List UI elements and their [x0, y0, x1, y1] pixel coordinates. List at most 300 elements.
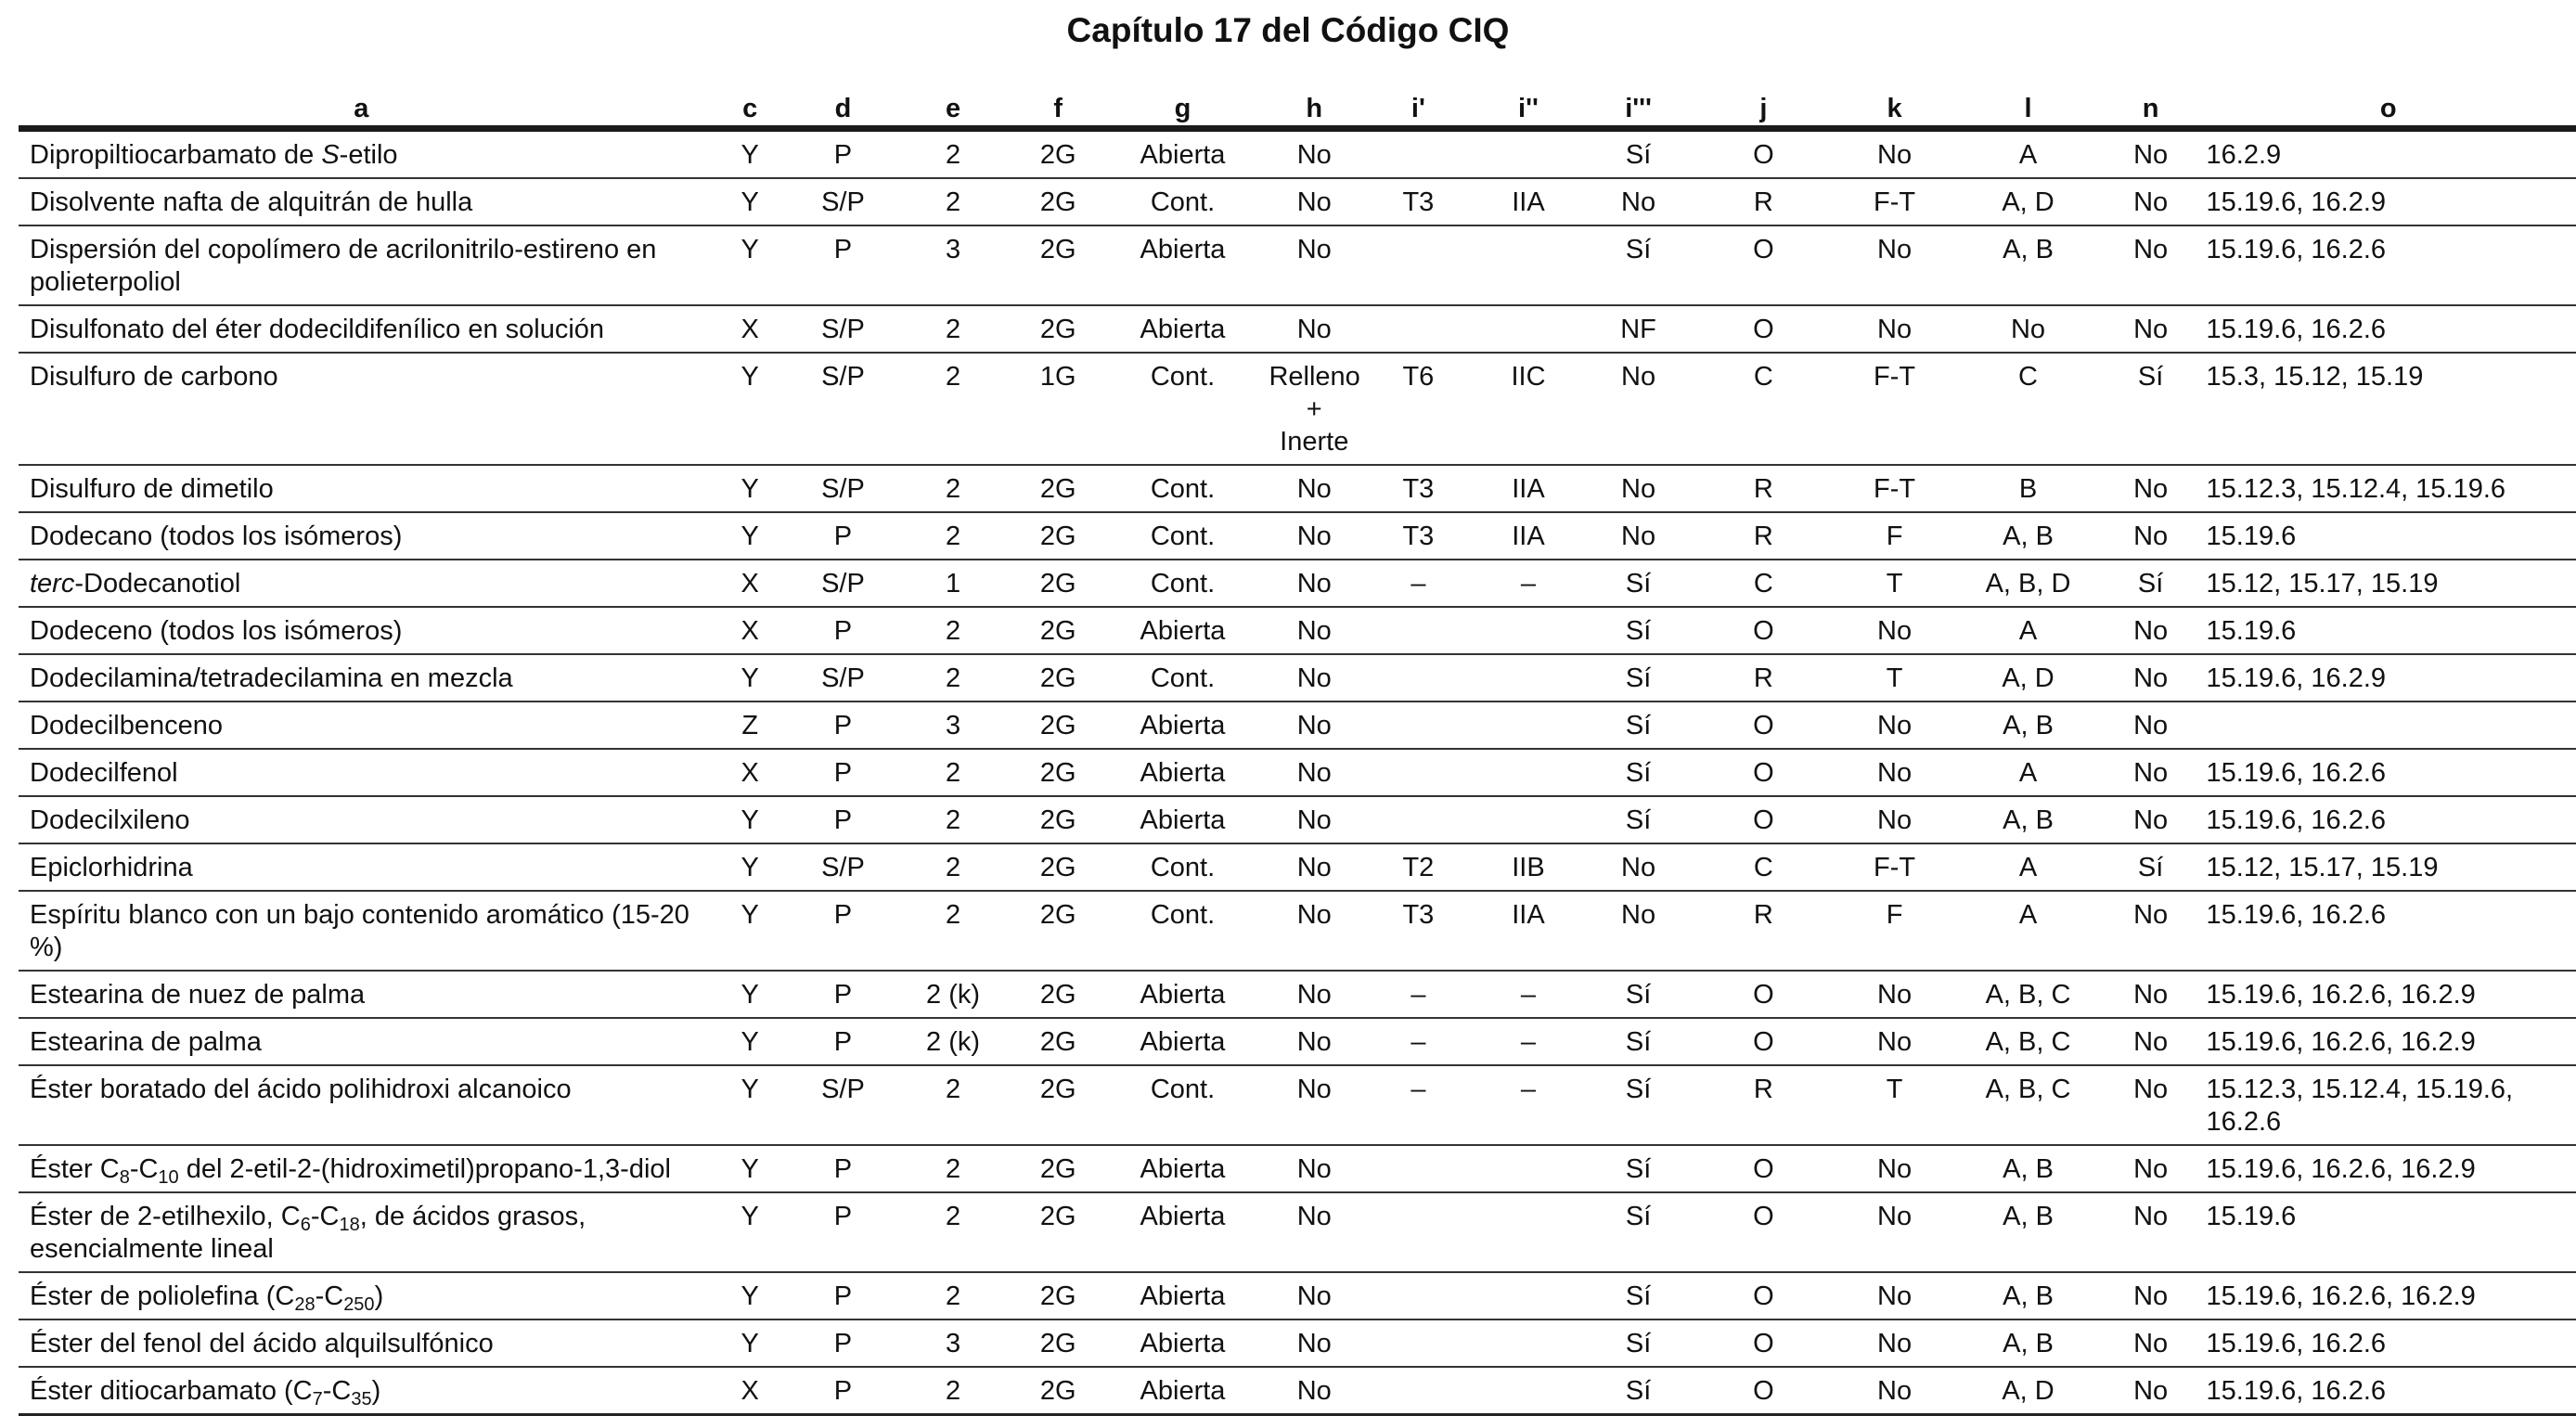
cell-o: 15.12.3, 15.12.4, 15.19.6	[2201, 465, 2576, 512]
cell-c: X	[704, 1367, 796, 1415]
cell-l: A, B	[1955, 1192, 2100, 1272]
cell-f: 2G	[1016, 1319, 1101, 1367]
cell-e: 2 (k)	[890, 1018, 1016, 1065]
cell-c: X	[704, 749, 796, 796]
column-header-i3: i'''	[1583, 88, 1694, 129]
cell-i1	[1363, 305, 1474, 353]
cell-f: 2G	[1016, 465, 1101, 512]
cell-j: O	[1694, 971, 1834, 1018]
cell-g: Cont.	[1101, 465, 1266, 512]
cell-j: R	[1694, 654, 1834, 702]
cell-f: 2G	[1016, 749, 1101, 796]
column-header-f: f	[1016, 88, 1101, 129]
table-row	[19, 225, 2576, 305]
cell-f: 2G	[1016, 1018, 1101, 1065]
table-row	[19, 1065, 2576, 1145]
cell-d: S/P	[796, 560, 890, 607]
cell-a: Estearina de palma	[19, 1018, 704, 1065]
cell-i1: T3	[1363, 891, 1474, 971]
cell-h: No	[1265, 305, 1363, 353]
cell-i3: Sí	[1583, 749, 1694, 796]
cell-g: Cont.	[1101, 512, 1266, 560]
cell-i3: Sí	[1583, 971, 1694, 1018]
cell-n: No	[2101, 1319, 2201, 1367]
cell-i2	[1474, 796, 1584, 843]
cell-e: 2	[890, 178, 1016, 225]
cell-l: B	[1955, 465, 2100, 512]
cell-g: Abierta	[1101, 1319, 1266, 1367]
cell-o: 15.19.6	[2201, 607, 2576, 654]
cell-n: No	[2101, 796, 2201, 843]
cell-g: Cont.	[1101, 560, 1266, 607]
cell-k: No	[1834, 129, 1956, 179]
cell-j: R	[1694, 465, 1834, 512]
cell-o	[2201, 702, 2576, 749]
cell-i2	[1474, 1192, 1584, 1272]
cell-a: Dispersión del copolímero de acrilonitrilo-estireno en polieterpoliol	[19, 225, 704, 305]
cell-n: No	[2101, 178, 2201, 225]
cell-e: 2	[890, 749, 1016, 796]
cell-i3: Sí	[1583, 1367, 1694, 1415]
cell-l: A, B	[1955, 225, 2100, 305]
column-header-i2: i''	[1474, 88, 1584, 129]
cell-i2	[1474, 1145, 1584, 1192]
cell-d: P	[796, 971, 890, 1018]
cell-k: F-T	[1834, 178, 1956, 225]
cell-c: Y	[704, 1319, 796, 1367]
cell-i1: T3	[1363, 512, 1474, 560]
cell-i2: IIA	[1474, 465, 1584, 512]
cell-j: O	[1694, 607, 1834, 654]
cell-e: 2	[890, 796, 1016, 843]
cell-g: Abierta	[1101, 225, 1266, 305]
cell-i3: No	[1583, 512, 1694, 560]
cell-f: 2G	[1016, 891, 1101, 971]
cell-l: A, B, C	[1955, 1018, 2100, 1065]
column-header-h: h	[1265, 88, 1363, 129]
cell-i2: IIA	[1474, 891, 1584, 971]
table-row	[19, 796, 2576, 843]
cell-e: 2	[890, 654, 1016, 702]
cell-f: 2G	[1016, 512, 1101, 560]
cell-k: F	[1834, 891, 1956, 971]
cell-a: Dodecilxileno	[19, 796, 704, 843]
cell-k: No	[1834, 1272, 1956, 1319]
cell-k: T	[1834, 1065, 1956, 1145]
cell-i3: Sí	[1583, 1192, 1694, 1272]
cell-a: Éster boratado del ácido polihidroxi alcanoico	[19, 1065, 704, 1145]
cell-n: No	[2101, 1367, 2201, 1415]
cell-j: R	[1694, 512, 1834, 560]
cell-l: No	[1955, 305, 2100, 353]
cell-h: No	[1265, 971, 1363, 1018]
cell-c: X	[704, 305, 796, 353]
cell-h: No	[1265, 1192, 1363, 1272]
cargo-table-container	[19, 88, 2576, 1416]
cell-j: O	[1694, 796, 1834, 843]
cell-k: No	[1834, 1367, 1956, 1415]
cell-j: R	[1694, 178, 1834, 225]
cell-f: 2G	[1016, 178, 1101, 225]
cell-n: No	[2101, 654, 2201, 702]
cell-i3: No	[1583, 891, 1694, 971]
cell-i2	[1474, 702, 1584, 749]
cell-g: Abierta	[1101, 129, 1266, 179]
cell-h: No	[1265, 1018, 1363, 1065]
cell-d: S/P	[796, 353, 890, 465]
table-body	[19, 129, 2576, 1415]
cell-j: O	[1694, 1367, 1834, 1415]
cell-c: Y	[704, 178, 796, 225]
cell-n: No	[2101, 1065, 2201, 1145]
cell-f: 2G	[1016, 305, 1101, 353]
cell-d: P	[796, 225, 890, 305]
cell-f: 2G	[1016, 1272, 1101, 1319]
cell-i3: Sí	[1583, 1018, 1694, 1065]
cell-n: Sí	[2101, 843, 2201, 891]
cell-e: 2	[890, 129, 1016, 179]
cell-o: 15.19.6, 16.2.6, 16.2.9	[2201, 1272, 2576, 1319]
cell-n: No	[2101, 749, 2201, 796]
cell-d: P	[796, 749, 890, 796]
cell-f: 2G	[1016, 1145, 1101, 1192]
table-row	[19, 843, 2576, 891]
cell-i1	[1363, 1192, 1474, 1272]
cell-i2	[1474, 305, 1584, 353]
cell-i3: Sí	[1583, 1319, 1694, 1367]
cell-h: No	[1265, 1319, 1363, 1367]
cell-j: O	[1694, 1319, 1834, 1367]
cell-g: Cont.	[1101, 353, 1266, 465]
table-row	[19, 891, 2576, 971]
cell-a: Estearina de nuez de palma	[19, 971, 704, 1018]
cell-o: 15.19.6, 16.2.6	[2201, 1367, 2576, 1415]
cell-j: O	[1694, 1145, 1834, 1192]
cell-o: 15.19.6	[2201, 1192, 2576, 1272]
cell-i1	[1363, 129, 1474, 179]
cell-k: No	[1834, 796, 1956, 843]
cell-i2: –	[1474, 1018, 1584, 1065]
cell-h: No	[1265, 1145, 1363, 1192]
cell-f: 2G	[1016, 560, 1101, 607]
cell-i3: Sí	[1583, 1272, 1694, 1319]
cell-i1: T6	[1363, 353, 1474, 465]
cell-n: No	[2101, 305, 2201, 353]
cell-k: F-T	[1834, 843, 1956, 891]
cell-a: Dodecano (todos los isómeros)	[19, 512, 704, 560]
cell-h: No	[1265, 512, 1363, 560]
cell-i1	[1363, 654, 1474, 702]
column-header-e: e	[890, 88, 1016, 129]
table-row	[19, 654, 2576, 702]
cell-l: A, B	[1955, 1145, 2100, 1192]
cell-d: S/P	[796, 843, 890, 891]
cell-k: No	[1834, 702, 1956, 749]
table-row	[19, 1272, 2576, 1319]
page-title: Capítulo 17 del Código CIQ	[1066, 11, 1510, 49]
cell-i1: –	[1363, 560, 1474, 607]
cell-i2	[1474, 1367, 1584, 1415]
cell-h: No	[1265, 1367, 1363, 1415]
cell-i2	[1474, 1319, 1584, 1367]
cell-i1	[1363, 702, 1474, 749]
cell-i2	[1474, 225, 1584, 305]
cell-o: 15.19.6, 16.2.9	[2201, 654, 2576, 702]
cell-h: No	[1265, 654, 1363, 702]
column-header-i1: i'	[1363, 88, 1474, 129]
cell-n: No	[2101, 1145, 2201, 1192]
cell-a: Dodecilbenceno	[19, 702, 704, 749]
cell-a: Éster ditiocarbamato $(C_7-C_{35})$	[19, 1367, 704, 1415]
cell-h: No	[1265, 225, 1363, 305]
cell-i3: Sí	[1583, 607, 1694, 654]
cell-e: 2	[890, 891, 1016, 971]
cell-c: Y	[704, 796, 796, 843]
table-row	[19, 512, 2576, 560]
cell-n: No	[2101, 607, 2201, 654]
cell-o: 15.12, 15.17, 15.19	[2201, 843, 2576, 891]
cell-n: No	[2101, 225, 2201, 305]
cell-e: 2	[890, 1065, 1016, 1145]
cell-h: No	[1265, 1065, 1363, 1145]
cell-k: T	[1834, 560, 1956, 607]
cell-f: 2G	[1016, 843, 1101, 891]
cell-i2	[1474, 654, 1584, 702]
table-row	[19, 353, 2576, 465]
cell-f: 2G	[1016, 971, 1101, 1018]
cell-o: 15.19.6	[2201, 512, 2576, 560]
cell-a: Éster $C_8-C_{10}$ del 2-etil-2-(hidroximetil)propano-1,3-diol	[19, 1145, 704, 1192]
cell-k: No	[1834, 225, 1956, 305]
cell-j: O	[1694, 749, 1834, 796]
cell-o: 15.19.6, 16.2.6	[2201, 749, 2576, 796]
cell-a: Dodecilamina/tetradecilamina en mezcla	[19, 654, 704, 702]
cell-h: No	[1265, 465, 1363, 512]
cell-k: No	[1834, 1319, 1956, 1367]
cell-g: Abierta	[1101, 971, 1266, 1018]
cell-a: Disolvente nafta de alquitrán de hulla	[19, 178, 704, 225]
cell-f: 2G	[1016, 796, 1101, 843]
cell-c: Y	[704, 1018, 796, 1065]
cell-c: Y	[704, 1145, 796, 1192]
cell-e: 2	[890, 353, 1016, 465]
cell-h: No	[1265, 796, 1363, 843]
cell-a: Disulfuro de dimetilo	[19, 465, 704, 512]
cell-j: O	[1694, 225, 1834, 305]
cell-l: A, B, C	[1955, 1065, 2100, 1145]
cell-c: Y	[704, 891, 796, 971]
cell-n: No	[2101, 1272, 2201, 1319]
cell-i1	[1363, 796, 1474, 843]
cell-i1	[1363, 749, 1474, 796]
cell-f: 2G	[1016, 654, 1101, 702]
cell-f: 2G	[1016, 1065, 1101, 1145]
cell-l: A, B	[1955, 1272, 2100, 1319]
table-row	[19, 1018, 2576, 1065]
cell-e: 2 (k)	[890, 971, 1016, 1018]
cell-i3: Sí	[1583, 1065, 1694, 1145]
cell-i1: –	[1363, 1018, 1474, 1065]
cell-c: Z	[704, 702, 796, 749]
cell-n: No	[2101, 891, 2201, 971]
cell-h: No	[1265, 891, 1363, 971]
cell-a: Dodecilfenol	[19, 749, 704, 796]
cell-i1	[1363, 607, 1474, 654]
cell-d: P	[796, 1192, 890, 1272]
cell-d: P	[796, 891, 890, 971]
cell-j: R	[1694, 1065, 1834, 1145]
cell-g: Cont.	[1101, 891, 1266, 971]
cell-n: No	[2101, 702, 2201, 749]
cell-k: No	[1834, 607, 1956, 654]
cell-f: 2G	[1016, 607, 1101, 654]
cell-j: O	[1694, 1018, 1834, 1065]
cell-c: Y	[704, 353, 796, 465]
cell-c: X	[704, 560, 796, 607]
cell-i3: Sí	[1583, 654, 1694, 702]
cargo-table	[19, 88, 2576, 1416]
table-row	[19, 1192, 2576, 1272]
cell-a: Espíritu blanco con un bajo contenido aromático (15-20 %)	[19, 891, 704, 971]
cell-h: No	[1265, 702, 1363, 749]
cell-l: A, D	[1955, 654, 2100, 702]
cell-k: No	[1834, 749, 1956, 796]
cell-a: Éster de poliolefina $(C_{28}-C_{250})$	[19, 1272, 704, 1319]
cell-o: 15.19.6, 16.2.6	[2201, 796, 2576, 843]
cell-d: P	[796, 129, 890, 179]
cell-o: 15.19.6, 16.2.6	[2201, 305, 2576, 353]
cell-l: A, D	[1955, 178, 2100, 225]
cell-h: No	[1265, 749, 1363, 796]
cell-i3: No	[1583, 465, 1694, 512]
cell-j: C	[1694, 353, 1834, 465]
cell-j: O	[1694, 702, 1834, 749]
cell-f: 2G	[1016, 702, 1101, 749]
cell-g: Abierta	[1101, 305, 1266, 353]
cell-i3: No	[1583, 178, 1694, 225]
cell-h: No	[1265, 178, 1363, 225]
cell-f: 2G	[1016, 129, 1101, 179]
cell-c: Y	[704, 225, 796, 305]
column-header-d: d	[796, 88, 890, 129]
cell-d: P	[796, 1145, 890, 1192]
cell-g: Cont.	[1101, 178, 1266, 225]
cell-i3: Sí	[1583, 129, 1694, 179]
cell-k: No	[1834, 1192, 1956, 1272]
cell-g: Abierta	[1101, 1367, 1266, 1415]
cell-o: 15.19.6, 16.2.6, 16.2.9	[2201, 971, 2576, 1018]
cell-i3: NF	[1583, 305, 1694, 353]
cell-l: A	[1955, 843, 2100, 891]
cell-f: 2G	[1016, 225, 1101, 305]
cell-o: 15.19.6, 16.2.6	[2201, 891, 2576, 971]
cell-i1	[1363, 1272, 1474, 1319]
cell-n: No	[2101, 971, 2201, 1018]
column-header-a: a	[19, 88, 704, 129]
cell-a: Dodeceno (todos los isómeros)	[19, 607, 704, 654]
cell-j: C	[1694, 843, 1834, 891]
cell-i2	[1474, 129, 1584, 179]
cell-l: A, B	[1955, 512, 2100, 560]
table-row	[19, 702, 2576, 749]
cell-e: 2	[890, 843, 1016, 891]
cell-i1	[1363, 1319, 1474, 1367]
table-row	[19, 305, 2576, 353]
cell-k: F-T	[1834, 353, 1956, 465]
cell-c: Y	[704, 654, 796, 702]
cell-g: Abierta	[1101, 1145, 1266, 1192]
cell-e: 2	[890, 1192, 1016, 1272]
cell-l: A, B	[1955, 796, 2100, 843]
cell-c: Y	[704, 1272, 796, 1319]
cell-a: Dipropiltiocarbamato de S-etilo	[19, 129, 704, 179]
cell-i1	[1363, 1145, 1474, 1192]
cell-c: Y	[704, 1065, 796, 1145]
cell-o: 15.3, 15.12, 15.19	[2201, 353, 2576, 465]
cell-h: No	[1265, 1272, 1363, 1319]
cell-d: P	[796, 1367, 890, 1415]
cell-k: F	[1834, 512, 1956, 560]
cell-k: No	[1834, 1018, 1956, 1065]
cell-i3: Sí	[1583, 225, 1694, 305]
cell-i2	[1474, 607, 1584, 654]
cell-n: Sí	[2101, 353, 2201, 465]
cell-a: terc-Dodecanotiol	[19, 560, 704, 607]
cell-i2	[1474, 1272, 1584, 1319]
column-header-k: k	[1834, 88, 1956, 129]
cell-i2: –	[1474, 971, 1584, 1018]
cell-h: No	[1265, 129, 1363, 179]
cell-a: Éster del fenol del ácido alquilsulfónico	[19, 1319, 704, 1367]
cell-g: Abierta	[1101, 1192, 1266, 1272]
cell-e: 1	[890, 560, 1016, 607]
cell-i2: IIB	[1474, 843, 1584, 891]
cell-l: C	[1955, 353, 2100, 465]
cell-c: Y	[704, 971, 796, 1018]
cell-o: 15.19.6, 16.2.6, 16.2.9	[2201, 1145, 2576, 1192]
table-row	[19, 178, 2576, 225]
cell-e: 2	[890, 607, 1016, 654]
cell-c: Y	[704, 512, 796, 560]
cell-a: Éster de 2-etilhexilo, $C_6-C_{18}$, de ácidos grasos, esencialmente lineal	[19, 1192, 704, 1272]
cell-d: P	[796, 1018, 890, 1065]
cell-d: P	[796, 1272, 890, 1319]
cell-l: A, B, D	[1955, 560, 2100, 607]
cell-i3: No	[1583, 353, 1694, 465]
cell-o: 15.12, 15.17, 15.19	[2201, 560, 2576, 607]
cell-h: Relleno + Inerte	[1265, 353, 1363, 465]
cell-n: No	[2101, 1192, 2201, 1272]
cell-e: 2	[890, 305, 1016, 353]
table-row	[19, 971, 2576, 1018]
cell-k: No	[1834, 971, 1956, 1018]
column-header-o: o	[2201, 88, 2576, 129]
cell-l: A, D	[1955, 1367, 2100, 1415]
cell-j: O	[1694, 305, 1834, 353]
cell-i1	[1363, 1367, 1474, 1415]
cell-j: R	[1694, 891, 1834, 971]
cell-e: 2	[890, 512, 1016, 560]
cell-d: P	[796, 796, 890, 843]
header-row	[19, 88, 2576, 129]
cell-j: O	[1694, 129, 1834, 179]
cell-i3: No	[1583, 843, 1694, 891]
cell-n: No	[2101, 465, 2201, 512]
cell-i1: –	[1363, 971, 1474, 1018]
table-row	[19, 607, 2576, 654]
cell-o: 15.19.6, 16.2.6, 16.2.9	[2201, 1018, 2576, 1065]
table-row	[19, 560, 2576, 607]
